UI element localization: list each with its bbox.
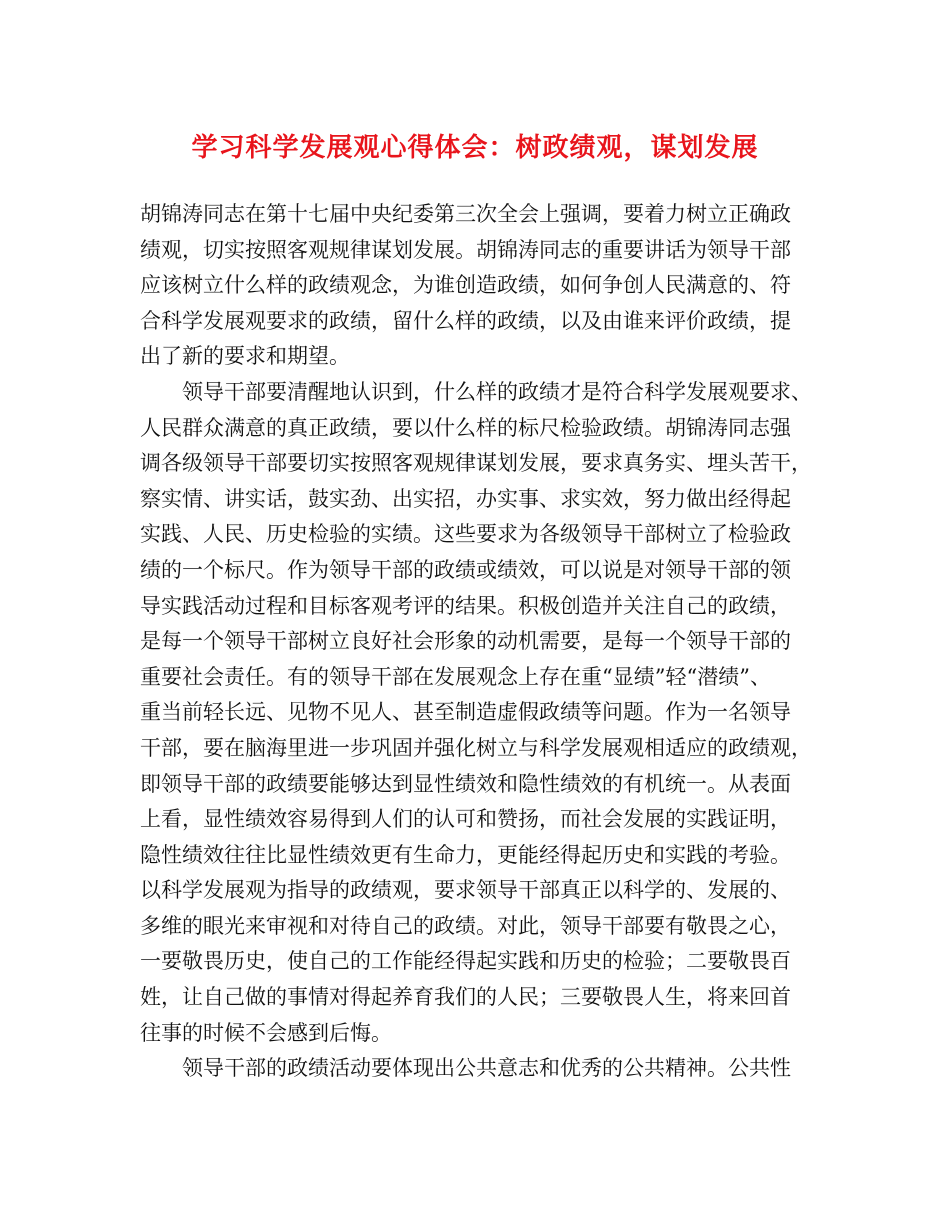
body-line: 是每一个领导干部树立良好社会形象的动机需要，是每一个领导干部的	[140, 629, 791, 654]
body-line: 多维的眼光来审视和对待自己的政绩。对此，领导干部要有敬畏之心，	[140, 913, 791, 938]
body-line: 察实情、讲实话，鼓实劲、出实招，办实事、求实效，努力做出经得起	[140, 486, 791, 511]
body-line: 重要社会责任。有的领导干部在发展观念上存在重“显绩”轻“潜绩”、	[140, 664, 771, 689]
body-line: 干部，要在脑海里进一步巩固并强化树立与科学发展观相适应的政绩观，	[140, 735, 812, 760]
body-line: 姓，让自己做的事情对得起养育我们的人民；三要敬畏人生，将来回首	[140, 985, 791, 1010]
body-line: 人民群众满意的真正政绩，要以什么样的标尺检验政绩。胡锦涛同志强	[140, 415, 791, 440]
body-line: 绩的一个标尺。作为领导干部的政绩或绩效，可以说是对领导干部的领	[140, 557, 791, 582]
body-line: 领导干部的政绩活动要体现出公共意志和优秀的公共精神。公共性	[182, 1056, 791, 1081]
body-line: 胡锦涛同志在第十七届中央纪委第三次全会上强调，要着力树立正确政	[140, 202, 791, 226]
document-title: 学习科学发展观心得体会：树政绩观，谋划发展	[191, 133, 759, 163]
body-line: 应该树立什么样的政绩观念，为谁创造政绩，如何争创人民满意的、符	[140, 273, 791, 298]
body-line: 隐性绩效往往比显性绩效更有生命力，更能经得起历史和实践的考验。	[140, 842, 791, 867]
body-line: 导实践活动过程和目标客观考评的结果。积极创造并关注自己的政绩，	[140, 593, 791, 618]
body-line: 以科学发展观为指导的政绩观，要求领导干部真正以科学的、发展的、	[140, 878, 791, 903]
body-line: 出了新的要求和期望。	[140, 344, 350, 369]
body-line: 重当前轻长远、见物不见人、甚至制造虚假政绩等问题。作为一名领导	[140, 700, 791, 725]
body-line: 领导干部要清醒地认识到，什么样的政绩才是符合科学发展观要求、	[182, 379, 812, 404]
body-line: 调各级领导干部要切实按照客观规律谋划发展，要求真务实、埋头苦干，	[140, 451, 812, 476]
body-line: 合科学发展观要求的政绩，留什么样的政绩，以及由谁来评价政绩，提	[140, 308, 791, 333]
document-body	[140, 197, 815, 1087]
body-line: 实践、人民、历史检验的实绩。这些要求为各级领导干部树立了检验政	[140, 522, 791, 547]
body-line: 绩观，切实按照客观规律谋划发展。胡锦涛同志的重要讲话为领导干部	[140, 237, 791, 262]
body-line: 一要敬畏历史，使自己的工作能经得起实践和历史的检验；二要敬畏百	[140, 949, 791, 974]
body-line: 上看，显性绩效容易得到人们的认可和赞扬，而社会发展的实践证明，	[140, 807, 791, 832]
body-line: 往事的时候不会感到后悔。	[140, 1020, 392, 1045]
body-line: 即领导干部的政绩要能够达到显性绩效和隐性绩效的有机统一。从表面	[140, 771, 791, 796]
